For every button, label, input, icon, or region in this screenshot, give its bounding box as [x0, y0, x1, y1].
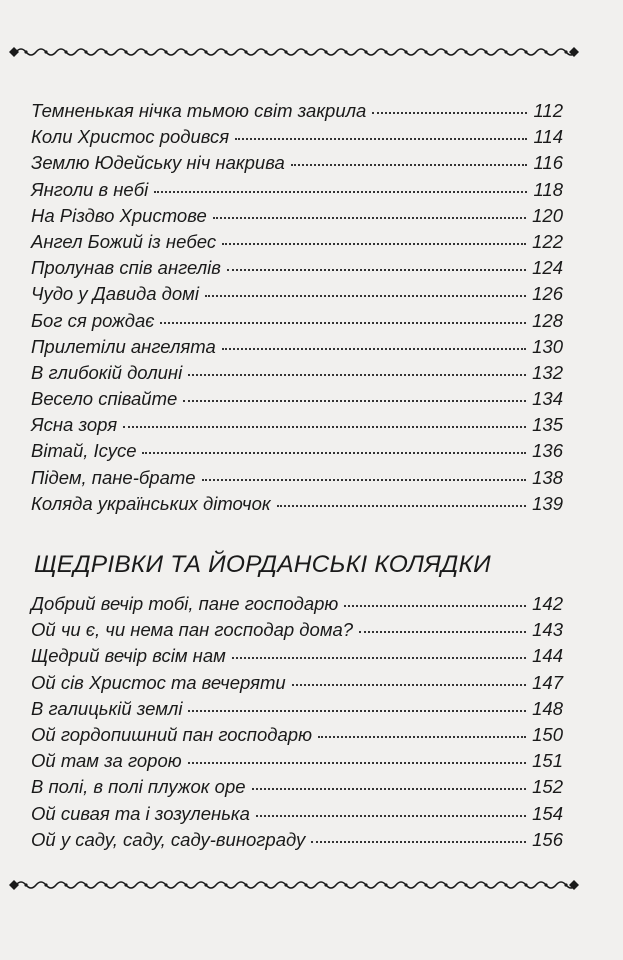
dot-leader — [202, 479, 527, 481]
entry-page-number: 147 — [532, 671, 563, 693]
dot-leader — [222, 243, 526, 245]
toc-entry — [31, 336, 563, 362]
entry-page-number: 148 — [532, 697, 563, 719]
dot-leader — [359, 631, 526, 633]
toc-entry — [31, 698, 563, 724]
toc-entry — [31, 362, 563, 388]
entry-title: На Різдво Христове — [31, 204, 207, 226]
entry-title: Ой сів Христос та вечеряти — [31, 671, 286, 693]
toc-entry — [31, 467, 563, 493]
entry-page-number: 130 — [532, 335, 563, 357]
toc-entry — [31, 257, 563, 283]
dot-leader — [188, 762, 526, 764]
entry-page-number: 156 — [532, 828, 563, 850]
entry-page-number: 126 — [532, 283, 563, 305]
toc-entry — [31, 776, 563, 802]
toc-entry — [31, 645, 563, 671]
entry-page-number: 143 — [532, 619, 563, 641]
entry-page-number: 128 — [532, 309, 563, 331]
toc-entry — [31, 440, 563, 466]
dot-leader — [277, 505, 527, 507]
entry-title: Щедрий вечір всім нам — [31, 645, 226, 667]
entry-page-number: 112 — [533, 100, 563, 121]
dot-leader — [344, 605, 526, 607]
entry-title: Добрий вечір тобі, пане господарю — [31, 593, 339, 614]
toc-entry — [31, 310, 563, 336]
entry-title: Чудо у Давида домі — [31, 283, 199, 305]
toc-entry — [31, 803, 563, 829]
dot-leader — [205, 295, 526, 297]
dot-leader — [311, 841, 526, 843]
entry-title: Землю Юдейську ніч накрива — [31, 152, 285, 174]
toc-entry — [31, 126, 563, 152]
dot-leader — [232, 657, 526, 659]
entry-title: Ой у саду, саду, саду-винограду — [31, 828, 306, 850]
toc-entry — [31, 750, 563, 776]
entry-title: Бог ся рождає — [31, 309, 155, 331]
entry-title: Ой гордопишний пан господарю — [31, 723, 312, 745]
toc-entry — [31, 100, 563, 126]
dot-leader — [188, 710, 526, 712]
entry-title: Коли Христос родився — [31, 126, 230, 148]
entry-page-number: 136 — [532, 440, 563, 462]
toc-entry — [31, 619, 563, 645]
dot-leader — [183, 400, 526, 402]
dot-leader — [292, 684, 526, 686]
entry-title: Коляда українських діточок — [31, 492, 271, 514]
toc-entry — [31, 493, 563, 519]
entry-page-number: 142 — [532, 593, 563, 614]
entry-title: Прилетіли ангелята — [31, 335, 216, 357]
entry-title: В полі, в полі плужок оре — [31, 776, 246, 798]
entry-title: В галицькій землі — [31, 697, 183, 719]
toc-entry — [31, 388, 563, 414]
entry-page-number: 122 — [532, 230, 563, 252]
entry-page-number: 154 — [532, 802, 563, 824]
entry-page-number: 135 — [532, 414, 563, 436]
dot-leader — [252, 788, 527, 790]
entry-title: Ясна зоря — [31, 414, 118, 436]
vine-border-icon — [8, 44, 580, 60]
entry-page-number: 138 — [532, 466, 563, 488]
dot-leader — [291, 164, 527, 166]
entry-title: Вітай, Ісусе — [31, 440, 137, 462]
dot-leader — [227, 269, 526, 271]
entry-title: Пролунав спів ангелів — [31, 257, 221, 279]
toc-entry — [31, 672, 563, 698]
entry-title: В глибокій долині — [31, 361, 183, 383]
toc-entry — [31, 152, 563, 178]
dot-leader — [123, 426, 526, 428]
entry-title: Темненькая нічка тьмою світ закрила — [31, 100, 367, 121]
dot-leader — [256, 815, 526, 817]
dot-leader — [142, 452, 526, 454]
entry-title: Ой сивая та і зозуленька — [31, 802, 250, 824]
entry-title: Ангел Божий із небес — [31, 230, 217, 252]
entry-page-number: 139 — [532, 492, 563, 514]
toc-list-shchedrivky — [31, 593, 563, 855]
entry-page-number: 120 — [532, 204, 563, 226]
dot-leader — [154, 191, 527, 193]
entry-title: Ой чи є, чи нема пан господар дома? — [31, 619, 354, 641]
toc-entry — [31, 205, 563, 231]
entry-page-number: 116 — [533, 152, 563, 174]
entry-title: Янголи в небі — [31, 178, 149, 200]
dot-leader — [235, 138, 527, 140]
entry-page-number: 134 — [532, 388, 563, 410]
entry-page-number: 150 — [532, 723, 563, 745]
entry-page-number: 132 — [532, 361, 563, 383]
toc-list-carols — [31, 100, 563, 519]
toc-entry — [31, 724, 563, 750]
dot-leader — [160, 322, 526, 324]
dot-leader — [222, 348, 526, 350]
entry-page-number: 118 — [533, 178, 563, 200]
entry-title: Підем, пане-брате — [31, 466, 196, 488]
dot-leader — [372, 112, 527, 114]
toc-entry — [31, 593, 563, 619]
dot-leader — [318, 736, 526, 738]
toc-entry — [31, 414, 563, 440]
vine-border-icon — [8, 877, 580, 893]
entry-title: Ой там за горою — [31, 750, 182, 772]
entry-page-number: 124 — [532, 257, 563, 279]
entry-page-number: 152 — [532, 776, 563, 798]
entry-page-number: 151 — [532, 750, 563, 772]
toc-entry — [31, 179, 563, 205]
entry-page-number: 144 — [532, 645, 563, 667]
toc-entry — [31, 231, 563, 257]
dot-leader — [188, 374, 526, 376]
toc-entry — [31, 283, 563, 309]
dot-leader — [213, 217, 526, 219]
entry-page-number: 114 — [533, 126, 563, 148]
section-heading: ЩЕДРІВКИ ТА ЙОРДАНСЬКІ КОЛЯДКИ — [34, 551, 491, 578]
toc-entry — [31, 829, 563, 855]
entry-title: Весело співайте — [31, 388, 178, 410]
